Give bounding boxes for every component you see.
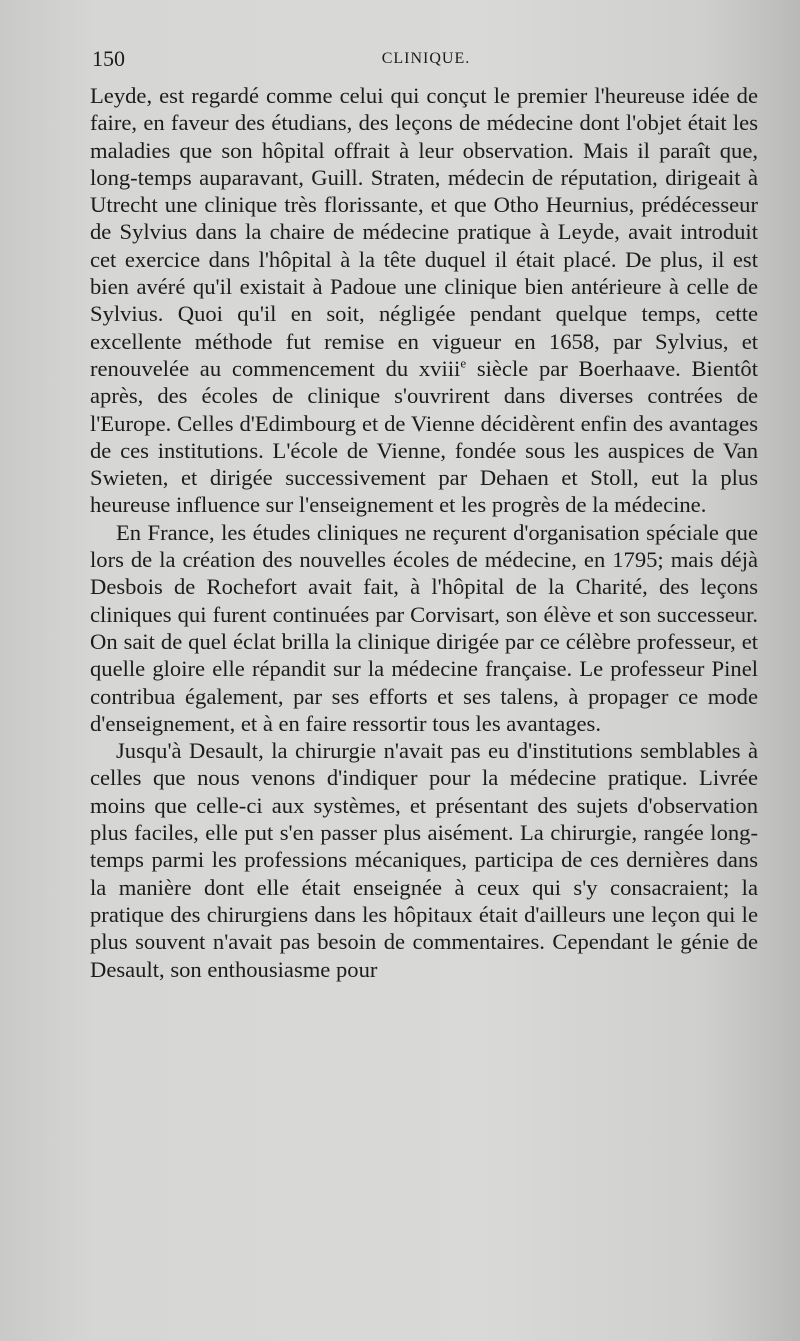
paragraph-1: [90, 82, 758, 519]
paragraph-1-text: Leyde, est regardé comme celui qui conçut le premier l'heureuse idée de faire, en faveur des étudians, des leçons de médecine dont l'objet était les maladies que son hôpital offrait à leur observation. Mais il paraît que, long-temps auparavant, Guill. Straten, médecin de réputation, dirigeait à Utrecht une clinique très florissante, et que Otho Heurnius, prédécesseur de Sylvius dans la chaire de médecine pratique à Leyde, avait introduit cet exercice dans l'hôpital à la tête duquel il était placé. De plus, il est bien avéré qu'il existait à Padoue une clinique bien antérieure à celle de Sylvius. Quoi qu'il en soit, négligée pendant quelque temps, cette excellente méthode fut remise en vigueur en 1658, par Sylvius, et renouvelée au commencement du xviii: [90, 83, 758, 381]
page-header: [92, 46, 760, 74]
paragraph-2: En France, les études cliniques ne reçurent d'organisation spéciale que lors de la création des nouvelles écoles de médecine, en 1795; mais déjà Desbois de Rochefort avait fait, à l'hôpital de la Charité, des leçons cliniques qui furent continuées par Corvisart, son élève et son successeur. On sait de quel éclat brilla la clinique dirigée par ce célèbre professeur, et quelle gloire elle répandit sur la médecine française. Le professeur Pinel contribua également, par ses efforts et ses talens, à propager ce mode d'enseignement, et à en faire ressortir tous les avantages.: [90, 519, 758, 736]
paragraph-1-text-cont: siècle par Boerhaave. Bientôt après, des écoles de clinique s'ouvrirent dans diverses contrées de l'Europe. Celles d'Edimbourg et de Vienne décidèrent enfin des avantages de ces institutions. L'école de Vienne, fondée sous les auspices de Van Swieten, et dirigée successivement par Dehaen et Stoll, eut la plus heureuse influence sur l'enseignement et les progrès de la médecine.: [90, 355, 758, 518]
body-text: [90, 82, 758, 983]
paragraph-3: Jusqu'à Desault, la chirurgie n'avait pas eu d'institutions semblables à celles que nous venons d'indiquer pour la médecine pratique. Livrée moins que celle-ci aux systèmes, et présentant des sujets d'observation plus faciles, elle put s'en passer plus aisément. La chirurgie, rangée long-temps parmi les professions mécaniques, participa de ces dernières dans la manière dont elle était enseignée à ceux qui s'y consacraient; la pratique des chirurgiens dans les hôpitaux était d'ailleurs une leçon qui le plus souvent n'avait pas besoin de commentaires. Cependant le génie de Desault, son enthousiasme pour: [90, 738, 758, 982]
century-superscript: e: [460, 355, 467, 371]
page-number: 150: [92, 46, 125, 71]
running-title: CLINIQUE.: [381, 50, 471, 67]
